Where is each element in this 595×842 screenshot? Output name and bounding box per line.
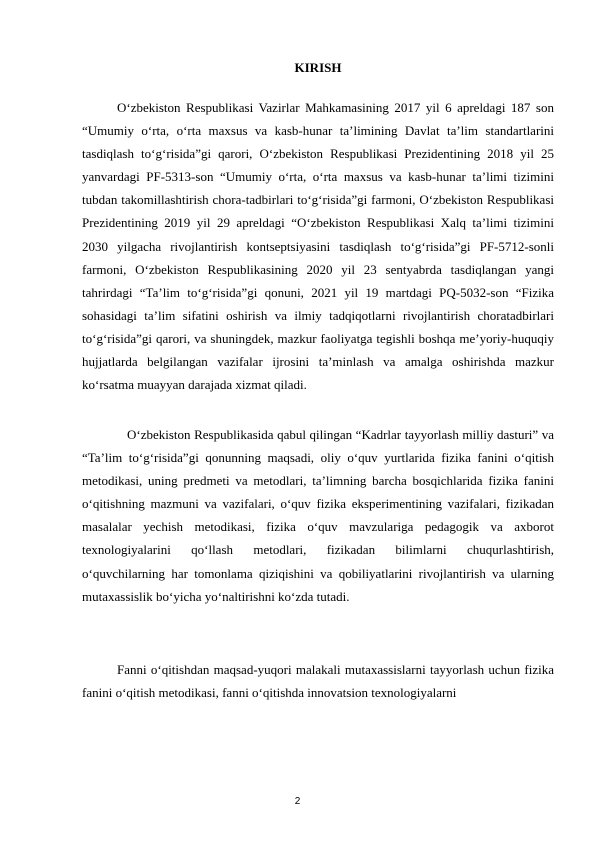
page-number: 2 — [294, 796, 301, 807]
paragraph-1: O‘zbekiston Respublikasi Vazirlar Mahkamasining 2017 yil 6 apreldagi 187 son “Umumiy o‘rta, o‘rta maxsus va kasb-hunar ta’limining Davlat ta’lim standartlarini tasdiqlash to‘g‘risida”gi qarori, O‘zbekiston Respublikasi Prezidentining 2018 yil 25 yanvardagi PF-5313-son “Umumiy o‘rta, o‘rta maxsus va kasb-hunar ta’limi tizimini tubdan takomillashtirish chora-tadbirlari to‘g‘risida”gi farmoni, O‘zbekiston Respublikasi Prezidentining 2019 yil 29 apreldagi “O‘zbekiston Respublikasi Xalq ta’limi tizimini 2030 yilgacha rivojlantirish kontseptsiyasini tasdiqlash to‘g‘risida”gi PF-5712-sonli farmoni, O‘zbekiston Respublikasining 2020 yil 23 sentyabrda tasdiqlangan yangi tahrirdagi “Ta’lim to‘g‘risida”gi qonuni, 2021 yil 19 martdagi PQ-5032-son “Fizika sohasidagi ta’lim sifatini oshirish va ilmiy tadqiqotlarni rivojlantirish choratadbirlari to‘g‘risida”gi qarori, va shuningdek, mazkur faoliyatga tegishli boshqa me’yoriy-huquqiy hujjatlarda belgilangan vazifalar ijrosini ta’minlash va amalga oshirishda mazkur ko‘rsatma muayyan darajada xizmat qiladi. — [82, 100, 554, 393]
paragraph-2: O‘zbekiston Respublikasida qabul qilingan “Kadrlar tayyorlash milliy dasturi” va “Ta’lim to‘g‘risida”gi qonunning maqsadi, oliy o‘quv yurtlarida fizika fanini o‘qitish metodikasi, uning predmeti va metodlari, ta’limning barcha bosqichlarida fizika fanini o‘qitishning mazmuni va vazifalari, o‘quv fizika eksperimentining vazifalari, fizikadan masalalar yechish metodikasi, fizika o‘quv mavzulariga pedagogik va axborot texnologiyalarini qo‘llash metodlari, fizikadan bilimlarni chuqurlashtirish, o‘quvchilarning har tomonlama qiziqishini va qobiliyatlarini rivojlantirish va ularning mutaxassislik bo‘yicha yo‘naltirishni ko‘zda tutadi. — [82, 427, 554, 604]
paragraph-3: Fanni o‘qitishdan maqsad-yuqori malakali mutaxassislarni tayyorlash uchun fizika fanini o‘qitish metodikasi, fanni o‘qitishda innovatsion texnologiyalarni — [82, 662, 554, 701]
page-title: KIRISH — [294, 60, 342, 75]
